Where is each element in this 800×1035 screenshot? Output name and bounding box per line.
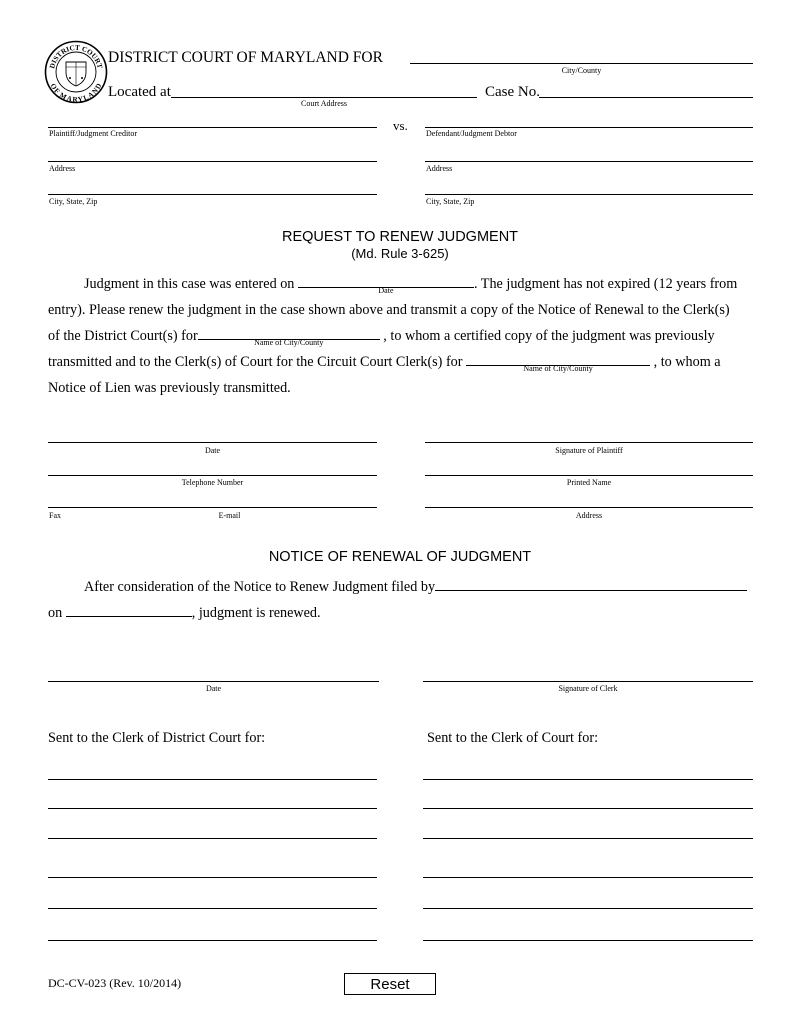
case-no-label: Case No. xyxy=(485,84,540,100)
sent-district-line[interactable] xyxy=(48,808,377,809)
plaintiff-city-field[interactable] xyxy=(48,194,377,195)
circuit-court-city-caption: Name of City/County xyxy=(523,364,593,373)
court-seal xyxy=(44,40,108,104)
fax-email-field[interactable] xyxy=(48,507,377,508)
defendant-caption: Defendant/Judgment Debtor xyxy=(426,129,517,138)
sent-district-line[interactable] xyxy=(48,779,377,780)
sent-court-line[interactable] xyxy=(423,877,753,878)
sent-district-line[interactable] xyxy=(48,838,377,839)
court-address-field[interactable] xyxy=(171,97,477,98)
sent-court-line[interactable] xyxy=(423,808,753,809)
city-county-field[interactable] xyxy=(410,63,753,64)
notice-date-field[interactable] xyxy=(48,681,379,682)
defendant-field[interactable] xyxy=(425,127,753,128)
seal-text-bottom: OF MARYLAND xyxy=(48,82,104,104)
printed-name-field[interactable] xyxy=(425,475,753,476)
sent-court-label: Sent to the Clerk of Court for: xyxy=(427,730,599,746)
request-line5: Notice of Lien was previously transmitted. xyxy=(48,380,291,396)
sent-court-line[interactable] xyxy=(423,838,753,839)
court-address-caption: Court Address xyxy=(301,99,347,108)
sent-district-line[interactable] xyxy=(48,908,377,909)
sent-court-line[interactable] xyxy=(423,940,753,941)
request-line3-b: , to whom a certified copy of the judgment was previously xyxy=(383,328,715,344)
plaintiff-address-sig-caption: Address xyxy=(575,511,603,520)
plaintiff-caption: Plaintiff/Judgment Creditor xyxy=(49,129,138,138)
request-date-caption: Date xyxy=(204,446,221,455)
plaintiff-city-caption: City, State, Zip xyxy=(49,197,98,206)
defendant-city-caption: City, State, Zip xyxy=(426,197,475,206)
seal-text-top: DISTRICT COURT xyxy=(48,43,104,70)
defendant-address-field[interactable] xyxy=(425,161,753,162)
email-caption: E-mail xyxy=(218,511,241,520)
notice-title: NOTICE OF RENEWAL OF JUDGMENT xyxy=(268,549,532,565)
plaintiff-signature-caption: Signature of Plaintiff xyxy=(555,446,623,455)
plaintiff-field[interactable] xyxy=(48,127,377,128)
reset-button[interactable]: Reset xyxy=(344,973,436,995)
filed-on-field[interactable] xyxy=(66,602,192,617)
form-number: DC-CV-023 (Rev. 10/2014) xyxy=(48,976,182,990)
filed-by-field[interactable] xyxy=(435,576,747,591)
plaintiff-address-sig-field[interactable] xyxy=(425,507,753,508)
request-title: REQUEST TO RENEW JUDGMENT xyxy=(281,229,519,245)
sent-district-line[interactable] xyxy=(48,940,377,941)
sent-district-label: Sent to the Clerk of District Court for: xyxy=(48,730,266,746)
sent-district-line[interactable] xyxy=(48,877,377,878)
notice-paragraph xyxy=(48,574,758,626)
vs-label: vs. xyxy=(393,118,408,133)
defendant-city-field[interactable] xyxy=(425,194,753,195)
telephone-caption: Telephone Number xyxy=(181,478,244,487)
sent-court-line[interactable] xyxy=(423,779,753,780)
printed-name-caption: Printed Name xyxy=(566,478,612,487)
clerk-signature-caption: Signature of Clerk xyxy=(558,684,618,693)
request-line1-a: Judgment in this case was entered on xyxy=(84,276,295,292)
plaintiff-signature-field[interactable] xyxy=(425,442,753,443)
notice-line2-b: , judgment is renewed. xyxy=(191,605,321,621)
judgment-date-field[interactable] xyxy=(298,273,474,295)
request-paragraph xyxy=(48,271,758,401)
request-line2: entry). Please renew the judgment in the case shown above and transmit a copy of the Notice of Renewal to the Clerk(s) xyxy=(48,302,730,318)
notice-line1: After consideration of the Notice to Renew Judgment filed by xyxy=(84,579,436,595)
plaintiff-address-field[interactable] xyxy=(48,161,377,162)
request-date-field[interactable] xyxy=(48,442,377,443)
fax-caption: Fax xyxy=(49,511,61,520)
district-court-city-caption: Name of City/County xyxy=(254,338,324,347)
case-no-field[interactable] xyxy=(539,97,753,98)
city-county-caption: City/County xyxy=(561,66,602,75)
judgment-date-caption: Date xyxy=(378,286,394,295)
plaintiff-address-caption: Address xyxy=(49,164,76,173)
court-title: DISTRICT COURT OF MARYLAND FOR xyxy=(108,49,383,66)
sent-court-line[interactable] xyxy=(423,908,753,909)
notice-line2-a: on xyxy=(48,605,63,621)
request-line1-b: . The judgment has not expired (12 years from xyxy=(473,276,738,292)
notice-date-caption: Date xyxy=(205,684,222,693)
request-subtitle: (Md. Rule 3-625) xyxy=(351,246,449,261)
district-court-city-field[interactable] xyxy=(198,325,380,347)
clerk-signature-field[interactable] xyxy=(423,681,753,682)
request-line4-b: , to whom a xyxy=(653,354,721,370)
circuit-court-city-field[interactable] xyxy=(466,351,650,373)
located-at-label: Located at xyxy=(108,84,171,100)
telephone-field[interactable] xyxy=(48,475,377,476)
defendant-address-caption: Address xyxy=(426,164,453,173)
request-line3-a: of the District Court(s) for xyxy=(48,328,198,344)
request-line4-a: transmitted and to the Clerk(s) of Court for the Circuit Court Clerk(s) for xyxy=(48,354,463,370)
